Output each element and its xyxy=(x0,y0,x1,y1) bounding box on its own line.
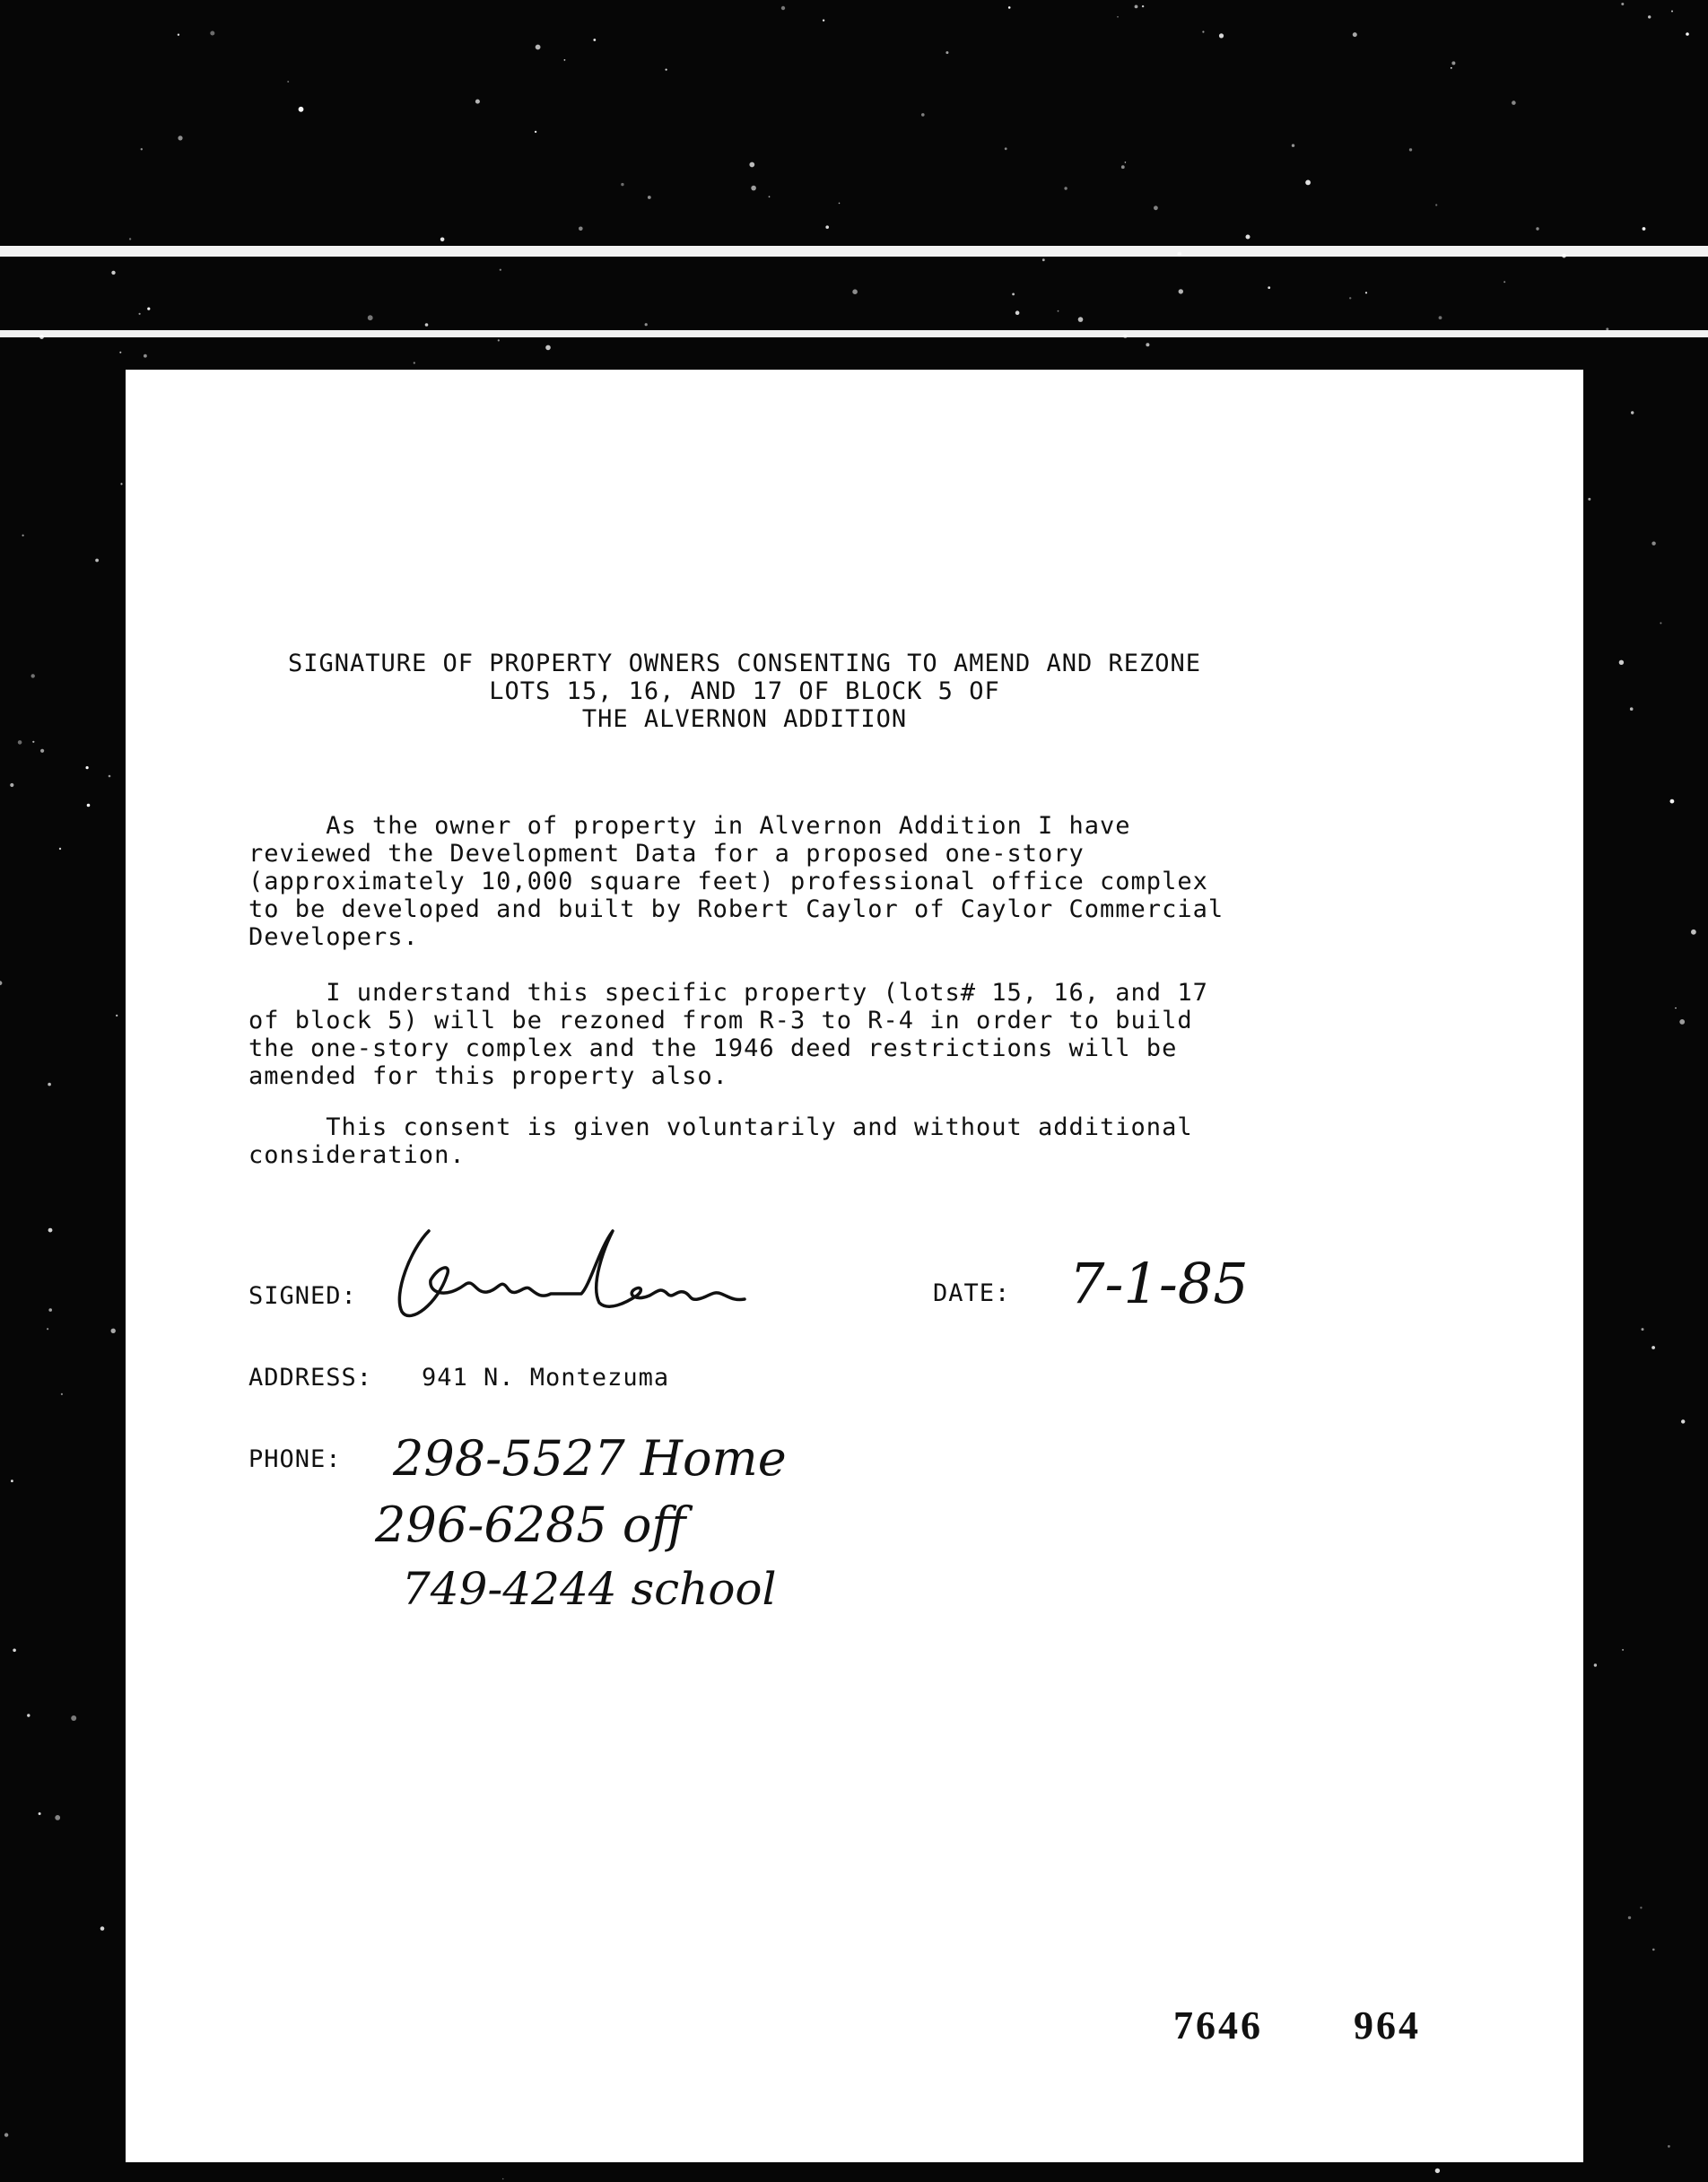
scan-speckle xyxy=(147,308,150,310)
scan-speckle xyxy=(1005,147,1007,150)
paragraph-ownership: As the owner of property in Alvernon Addition I have reviewed the Development Data for a proposed one-story (approximately 10,000 square feet) professional office complex to be developed and built by Robert Caylor of Caylor Commercial Developers. xyxy=(248,812,1224,951)
scan-speckle xyxy=(55,1815,60,1820)
scan-speckle xyxy=(500,269,501,271)
scan-speckle xyxy=(1008,6,1011,9)
scan-speckle xyxy=(1562,254,1566,258)
handwritten-phone-school: 749-4244 school xyxy=(402,1563,777,1615)
scan-speckle xyxy=(129,238,131,240)
scan-speckle xyxy=(59,848,61,850)
scan-speckle xyxy=(27,1714,30,1716)
scan-speckle xyxy=(86,766,89,769)
scan-speckle xyxy=(414,362,415,363)
scan-speckle xyxy=(921,113,925,117)
document-number-a: 7646 xyxy=(1173,2003,1263,2047)
scan-speckle xyxy=(1628,1916,1631,1919)
scan-speckle xyxy=(71,1715,76,1721)
scan-speckle xyxy=(593,39,596,41)
date-label: DATE: xyxy=(933,1279,1011,1307)
scan-speckle xyxy=(368,315,373,320)
scan-speckle xyxy=(825,225,829,229)
scan-speckle xyxy=(1042,258,1045,261)
scan-speckle xyxy=(666,69,667,71)
scan-speckle xyxy=(144,354,147,358)
scan-speckle xyxy=(1179,289,1183,293)
scan-speckle xyxy=(48,1228,53,1233)
scan-speckle xyxy=(621,183,623,186)
scan-speckle xyxy=(1117,16,1119,18)
scan-speckle xyxy=(1439,316,1442,319)
handwritten-signature xyxy=(375,1213,752,1330)
scan-speckle xyxy=(1681,1419,1685,1423)
scan-speckle xyxy=(1679,1019,1685,1025)
scan-speckle xyxy=(1121,165,1125,169)
scan-speckle xyxy=(111,271,115,275)
scan-speckle xyxy=(1643,227,1646,231)
scan-speckle xyxy=(1631,411,1634,414)
scan-speckle xyxy=(769,196,771,197)
scan-speckle xyxy=(299,107,304,112)
scan-speckle xyxy=(1691,930,1696,935)
scan-speckle xyxy=(287,81,289,83)
scan-speckle xyxy=(141,148,143,150)
address-value: 941 N. Montezuma xyxy=(422,1364,670,1392)
scan-speckle xyxy=(1015,310,1020,315)
scan-speckle xyxy=(645,323,648,326)
scan-speckle xyxy=(10,783,13,787)
scan-speckle xyxy=(1268,286,1270,289)
scan-speckle xyxy=(1640,1907,1642,1908)
scan-speckle xyxy=(579,227,583,231)
scan-speckle xyxy=(139,313,141,315)
scan-speckle xyxy=(31,674,35,677)
scan-speckle xyxy=(1012,293,1015,296)
scan-speckle xyxy=(1606,327,1608,330)
scan-speckle xyxy=(116,1015,118,1017)
scan-speckle xyxy=(781,6,785,10)
scan-speckle xyxy=(1064,187,1067,189)
scan-speckle xyxy=(1292,144,1294,147)
scan-speckle xyxy=(95,559,99,563)
scan-speckle xyxy=(536,45,541,50)
scan-speckle xyxy=(178,34,179,36)
scan-speckle xyxy=(1058,310,1059,312)
scan-speckle xyxy=(40,749,44,753)
scan-speckle xyxy=(502,2178,504,2180)
scan-speckle xyxy=(1668,2145,1670,2148)
scan-speckle xyxy=(648,196,651,199)
scan-speckle xyxy=(1642,1328,1644,1331)
scan-speckle xyxy=(751,186,756,191)
scan-speckle xyxy=(1671,11,1673,13)
address-label: ADDRESS: xyxy=(248,1364,373,1392)
handwritten-phone-office: 296-6285 off xyxy=(375,1497,686,1553)
scan-speckle xyxy=(100,1926,105,1931)
scan-speckle xyxy=(823,20,824,22)
scan-speckle xyxy=(498,339,500,341)
scan-speckle xyxy=(1619,660,1624,665)
scan-speckle xyxy=(18,740,22,745)
scan-speckle xyxy=(1630,707,1634,711)
handwritten-phone-home: 298-5527 Home xyxy=(393,1430,787,1487)
scan-speckle xyxy=(111,1329,116,1333)
scan-speckle xyxy=(440,238,445,242)
scan-speckle xyxy=(48,1083,51,1087)
scan-speckle xyxy=(1246,235,1250,240)
scan-speckle xyxy=(475,100,480,104)
scan-speckle xyxy=(1435,2169,1440,2173)
scan-speckle xyxy=(1651,1346,1655,1349)
scan-speckle xyxy=(1123,335,1128,339)
scan-speckle xyxy=(1305,180,1311,186)
scan-speckle xyxy=(1648,15,1651,18)
phone-label: PHONE: xyxy=(248,1445,342,1473)
scan-speckle xyxy=(39,335,44,339)
scan-speckle xyxy=(852,289,858,294)
scan-speckle xyxy=(1349,297,1351,299)
scan-speckle xyxy=(119,352,121,353)
scan-speckle xyxy=(749,162,754,168)
scan-speckle xyxy=(1202,31,1204,32)
scan-speckle xyxy=(1435,204,1437,205)
scan-speckle xyxy=(1651,542,1655,546)
scan-speckle xyxy=(1675,1008,1677,1009)
scan-speckle xyxy=(839,203,841,205)
scan-speckle xyxy=(1409,148,1412,151)
scan-speckle xyxy=(535,131,536,133)
scan-speckle xyxy=(61,1393,63,1395)
scan-speckle xyxy=(1125,161,1127,163)
scan-speckle xyxy=(564,59,566,61)
scan-speckle xyxy=(39,1812,41,1815)
scan-speckle xyxy=(1686,32,1689,36)
scan-speckle xyxy=(545,345,551,351)
scan-speckle xyxy=(48,1308,52,1312)
scan-speckle xyxy=(1621,3,1624,5)
scan-speckle xyxy=(1660,623,1661,624)
scan-speckle xyxy=(13,1649,16,1653)
scan-speckle xyxy=(120,483,122,484)
document-number-b: 964 xyxy=(1354,2003,1421,2047)
scan-speckle xyxy=(4,2133,8,2136)
scan-speckle xyxy=(87,804,91,807)
scan-speckle xyxy=(1622,1649,1624,1651)
scan-speckle xyxy=(109,775,111,778)
scan-speckle xyxy=(1652,1949,1655,1951)
paragraph-consent: This consent is given voluntarily and without additional consideration. xyxy=(248,1113,1193,1169)
handwritten-date: 7-1-85 xyxy=(1069,1251,1249,1316)
scan-speckle xyxy=(178,135,182,140)
document-title: SIGNATURE OF PROPERTY OWNERS CONSENTING TO AMEND AND REZONE LOTS 15, 16, AND 17 OF BLOCK 5 OF THE ALVERNON ADDITION xyxy=(287,650,1202,733)
scan-speckle xyxy=(11,1479,13,1482)
scan-speckle xyxy=(1670,799,1675,804)
scan-speckle xyxy=(1135,5,1138,9)
scan-speckle xyxy=(1078,317,1084,322)
scan-speckle xyxy=(32,741,34,743)
signed-label: SIGNED: xyxy=(248,1282,357,1310)
scan-speckle xyxy=(946,51,948,54)
scan-speckle xyxy=(0,981,2,985)
scan-speckle xyxy=(22,535,24,537)
scan-speckle xyxy=(1154,205,1158,210)
scan-speckle xyxy=(1512,100,1516,105)
scan-speckle xyxy=(1503,281,1505,283)
scan-speckle xyxy=(1594,1663,1597,1666)
scan-speckle xyxy=(1536,227,1538,230)
paragraph-rezoning: I understand this specific property (lots# 15, 16, and 17 of block 5) will be rezoned from R-3 to R-4 in order to build the one-story complex and the 1946 deed restrictions will be amended for this property also. xyxy=(248,979,1208,1090)
scan-speckle xyxy=(47,1328,48,1330)
scan-speckle xyxy=(1451,61,1455,65)
scan-speckle xyxy=(1451,67,1452,69)
scan-speckle xyxy=(1177,252,1181,257)
scan-speckle xyxy=(1588,498,1590,501)
scan-speckle xyxy=(1146,343,1149,346)
scan-speckle xyxy=(1219,33,1224,38)
scan-speckle xyxy=(210,31,214,36)
scan-speckle xyxy=(1353,32,1357,37)
document-page xyxy=(126,370,1583,2162)
scan-speckle xyxy=(1365,292,1367,293)
scan-speckle xyxy=(1142,5,1144,7)
scan-speckle xyxy=(425,323,429,327)
